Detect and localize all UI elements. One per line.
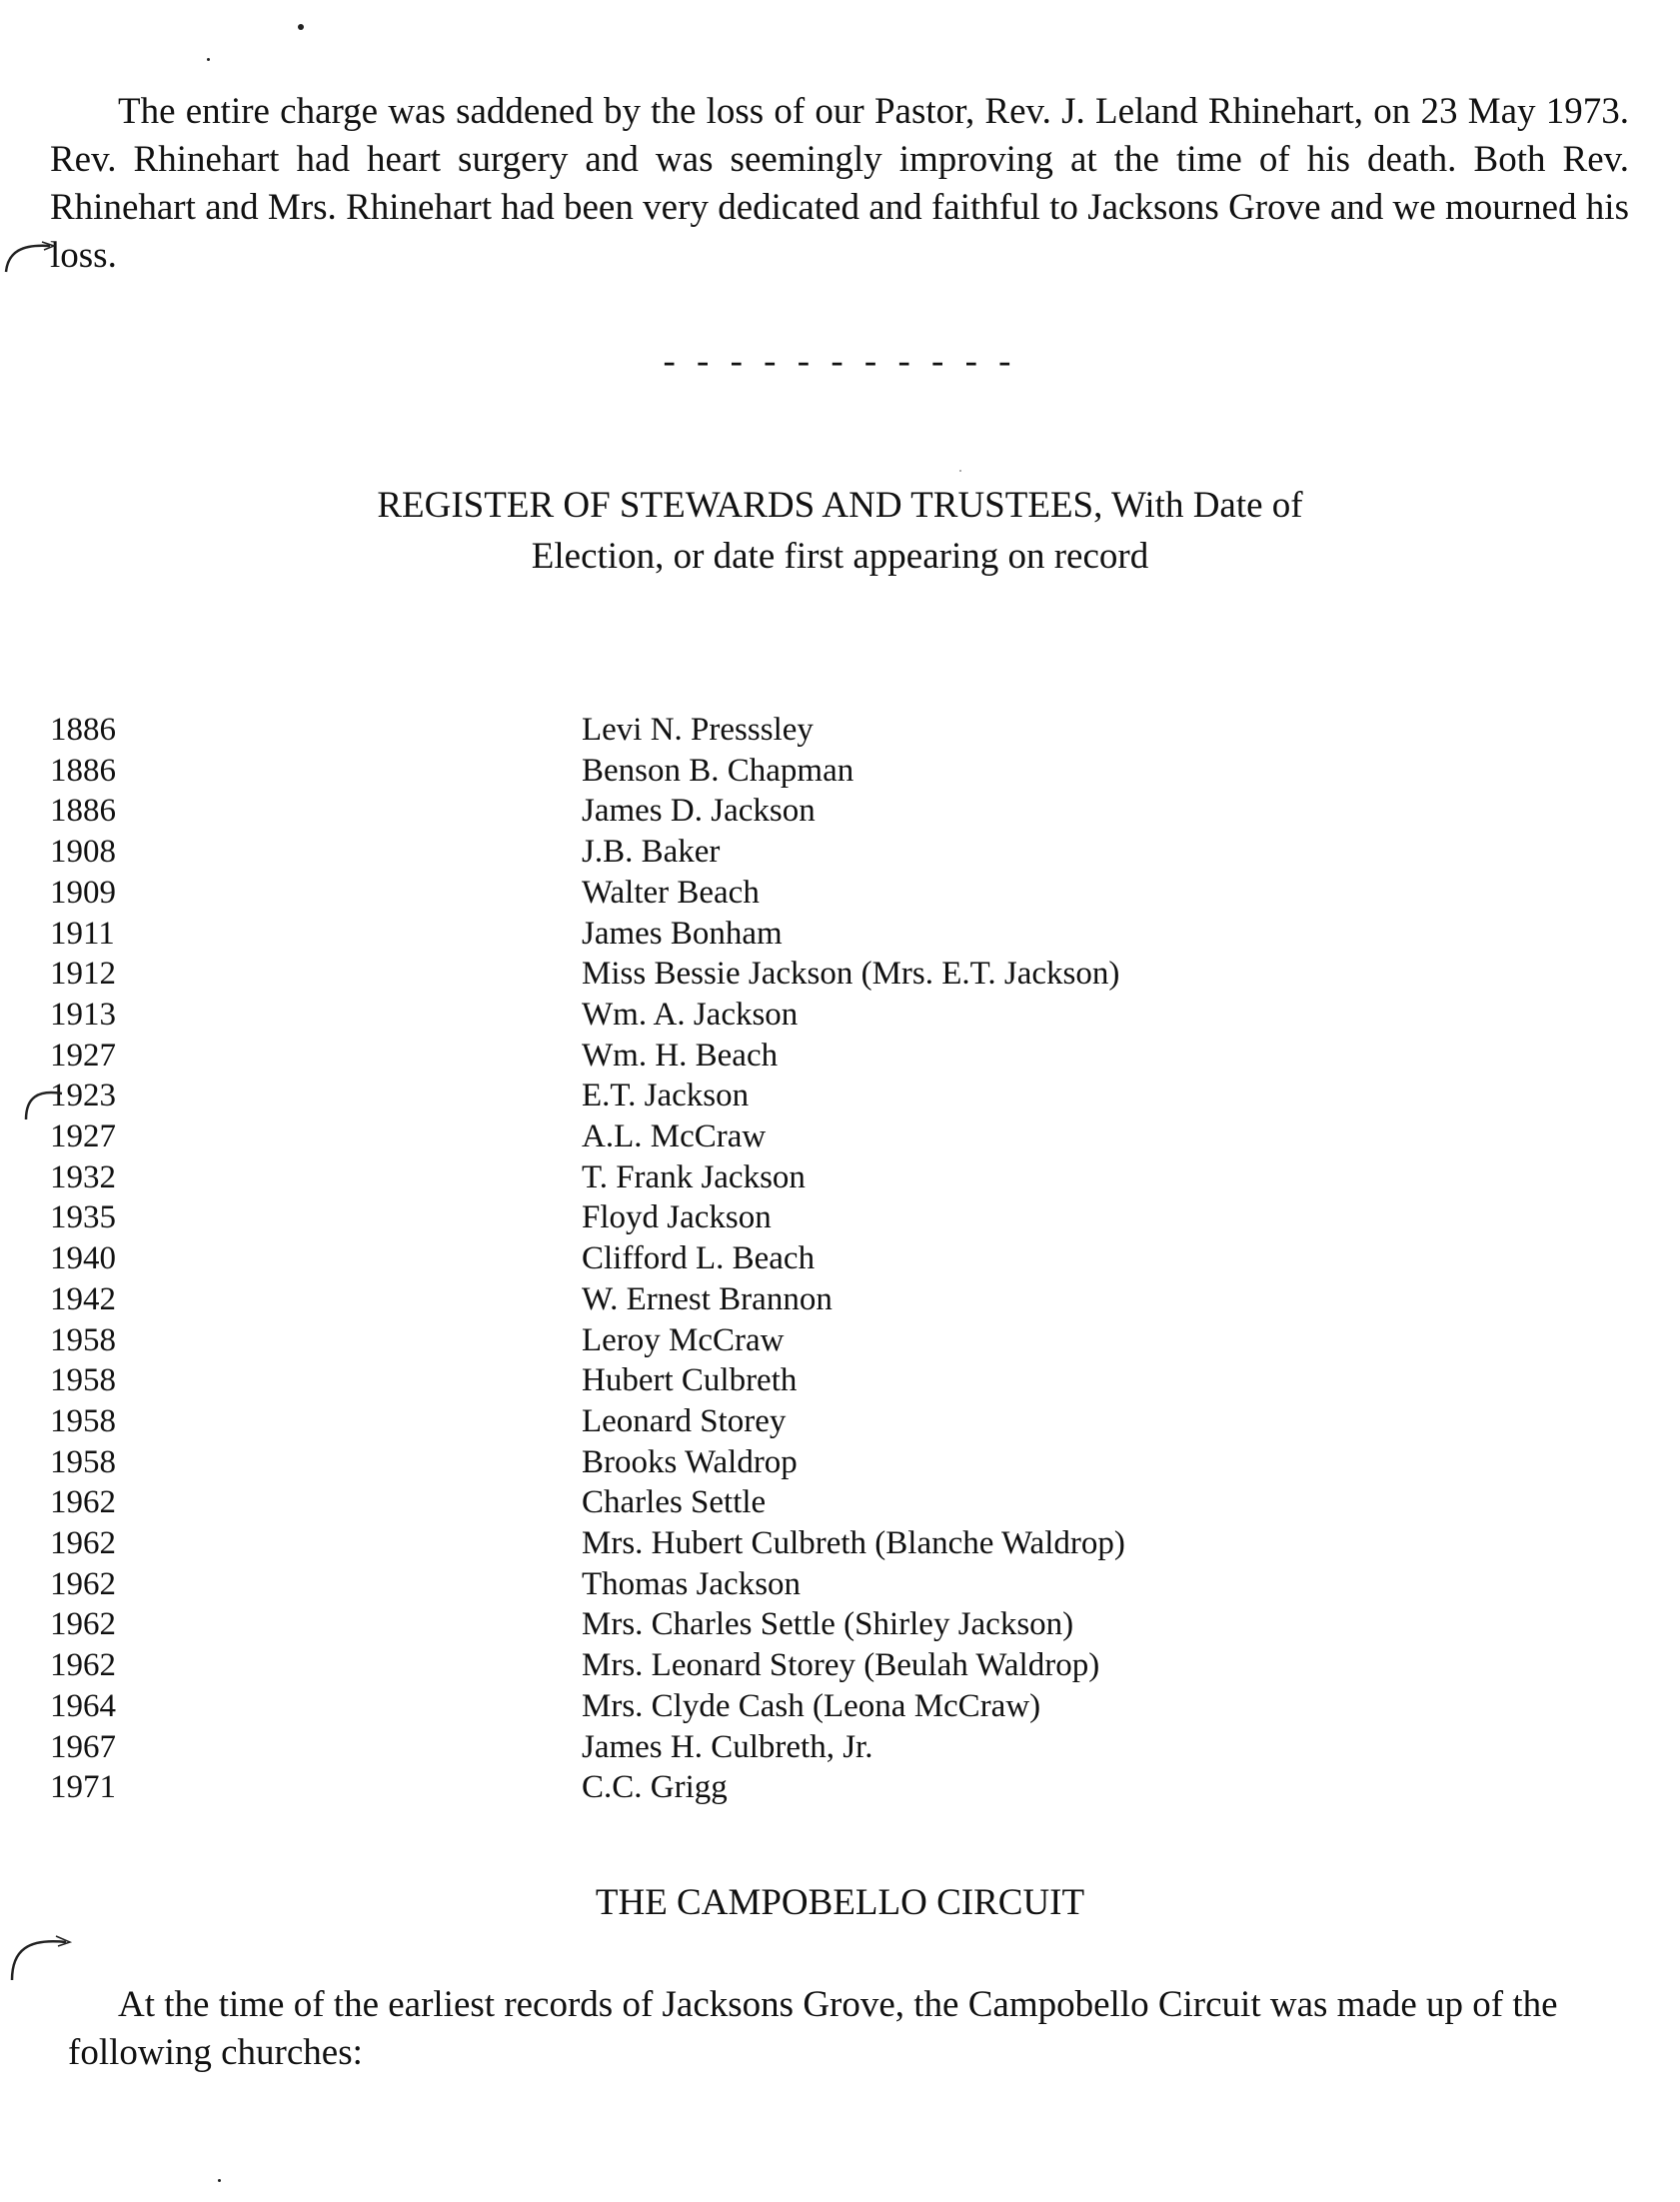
register-entry-year: 1935	[50, 1199, 116, 1236]
register-entry-year: 1908	[50, 834, 116, 871]
register-entry-year: 1962	[50, 1484, 116, 1521]
register-entry-name: Wm. A. Jackson	[582, 996, 799, 1033]
scan-speck	[959, 470, 961, 472]
register-entry-year: 1962	[50, 1525, 116, 1562]
register-entry	[50, 1076, 1549, 1116]
register-entry-year: 1967	[50, 1728, 116, 1765]
register-entry-year: 1962	[50, 1565, 116, 1602]
register-entry-name: Leonard Storey	[582, 1402, 787, 1439]
register-entry	[50, 1320, 1549, 1361]
register-entry-year: 1942	[50, 1280, 116, 1317]
register-entry-year: 1912	[50, 956, 116, 993]
register-entry	[50, 1116, 1549, 1157]
margin-mark-bottom	[6, 1924, 76, 1984]
register-heading-line-2: Election, or date first appearing on record	[531, 536, 1149, 577]
register-entry-year: 1886	[50, 793, 116, 830]
circuit-heading: THE CAMPOBELLO CIRCUIT	[595, 1882, 1085, 1923]
scan-speck	[207, 58, 210, 61]
register-entry-name: J.B. Baker	[582, 834, 721, 871]
intro-paragraph: The entire charge was saddened by the loss of our Pastor, Rev. J. Leland Rhinehart, on 23 May 1973. Rev. Rhinehart had heart surgery and was seemingly improving at the time of his death. Both Rev. Rhinehart and Mrs. Rhinehart had been very dedicated and faithful to Jacksons Grove and we mourned his loss.	[50, 91, 1629, 276]
register-list	[50, 710, 1549, 1808]
register-entry	[50, 1238, 1549, 1279]
register-entry-year: 1886	[50, 712, 116, 748]
register-entry-name: E.T. Jackson	[582, 1078, 750, 1114]
register-entry	[50, 1442, 1549, 1483]
register-entry	[50, 1686, 1549, 1727]
register-entry	[50, 1036, 1549, 1077]
register-entry	[50, 873, 1549, 914]
register-entry-name: Miss Bessie Jackson (Mrs. E.T. Jackson)	[582, 956, 1120, 993]
register-entry-year: 1964	[50, 1687, 116, 1724]
register-entry-name: Mrs. Charles Settle (Shirley Jackson)	[582, 1606, 1074, 1643]
register-entry-year: 1909	[50, 874, 116, 911]
register-entry	[50, 1482, 1549, 1523]
register-entry	[50, 1564, 1549, 1605]
register-entry	[50, 791, 1549, 832]
register-entry-name: James H. Culbreth, Jr.	[582, 1728, 873, 1765]
register-entry-year: 1927	[50, 1037, 116, 1074]
register-entry	[50, 1197, 1549, 1238]
register-entry-name: James D. Jackson	[582, 793, 816, 830]
margin-mark-top	[2, 230, 62, 280]
register-entry-year: 1940	[50, 1240, 116, 1277]
register-entry-name: Thomas Jackson	[582, 1565, 802, 1602]
register-entry	[50, 914, 1549, 955]
register-entry-year: 1962	[50, 1606, 116, 1643]
scan-speck	[218, 2179, 221, 2182]
register-entry-year: 1913	[50, 996, 116, 1033]
register-entry-name: Mrs. Hubert Culbreth (Blanche Waldrop)	[582, 1525, 1125, 1562]
register-entry-year: 1932	[50, 1158, 116, 1195]
register-entry	[50, 1645, 1549, 1686]
register-entry	[50, 1360, 1549, 1401]
register-entry-name: Charles Settle	[582, 1484, 767, 1521]
register-entry-name: Walter Beach	[582, 874, 760, 911]
register-entry-year: 1886	[50, 752, 116, 789]
register-entry-name: A.L. McCraw	[582, 1118, 767, 1155]
register-heading-line-1: REGISTER OF STEWARDS AND TRUSTEES, With Date of	[377, 485, 1303, 526]
register-entry	[50, 832, 1549, 873]
register-entry-name: Benson B. Chapman	[582, 752, 854, 789]
register-entry	[50, 710, 1549, 751]
register-entry	[50, 1523, 1549, 1564]
register-entry-year: 1958	[50, 1443, 116, 1480]
register-entry	[50, 954, 1549, 995]
register-entry-year: 1958	[50, 1321, 116, 1358]
register-heading	[0, 480, 1680, 582]
register-entry-year: 1911	[50, 915, 115, 952]
register-entry-name: W. Ernest Brannon	[582, 1280, 833, 1317]
circuit-paragraph: At the time of the earliest records of Jacksons Grove, the Campobello Circuit was made up of the following churches:	[68, 1984, 1558, 2073]
register-entry-name: Mrs. Clyde Cash (Leona McCraw)	[582, 1687, 1041, 1724]
register-entry-year: 1962	[50, 1647, 116, 1684]
register-entry-name: Mrs. Leonard Storey (Beulah Waldrop)	[582, 1647, 1100, 1684]
register-entry	[50, 995, 1549, 1036]
register-entry	[50, 1767, 1549, 1808]
register-entry	[50, 751, 1549, 792]
register-entry-name: T. Frank Jackson	[582, 1158, 806, 1195]
register-entry	[50, 1727, 1549, 1768]
register-entry	[50, 1401, 1549, 1442]
register-entry-name: Levi N. Presssley	[582, 712, 814, 748]
register-entry-name: Wm. H. Beach	[582, 1037, 779, 1074]
register-entry-name: James Bonham	[582, 915, 783, 952]
margin-mark-middle	[20, 1080, 70, 1129]
scan-speck	[298, 24, 304, 30]
register-entry-name: Hubert Culbreth	[582, 1362, 798, 1399]
register-entry-name: Floyd Jackson	[582, 1199, 772, 1236]
register-entry-year: 1927	[50, 1118, 116, 1155]
register-entry-year: 1923	[50, 1078, 116, 1114]
register-entry-year: 1958	[50, 1362, 116, 1399]
register-entry-year: 1971	[50, 1769, 116, 1806]
register-entry	[50, 1279, 1549, 1320]
register-entry-name: C.C. Grigg	[582, 1769, 728, 1806]
section-separator: - - - - - - - - - - -	[663, 341, 1017, 382]
register-entry-name: Brooks Waldrop	[582, 1443, 798, 1480]
register-entry	[50, 1604, 1549, 1645]
register-entry-name: Leroy McCraw	[582, 1321, 785, 1358]
register-entry	[50, 1157, 1549, 1198]
register-entry-year: 1958	[50, 1402, 116, 1439]
register-entry-name: Clifford L. Beach	[582, 1240, 816, 1277]
